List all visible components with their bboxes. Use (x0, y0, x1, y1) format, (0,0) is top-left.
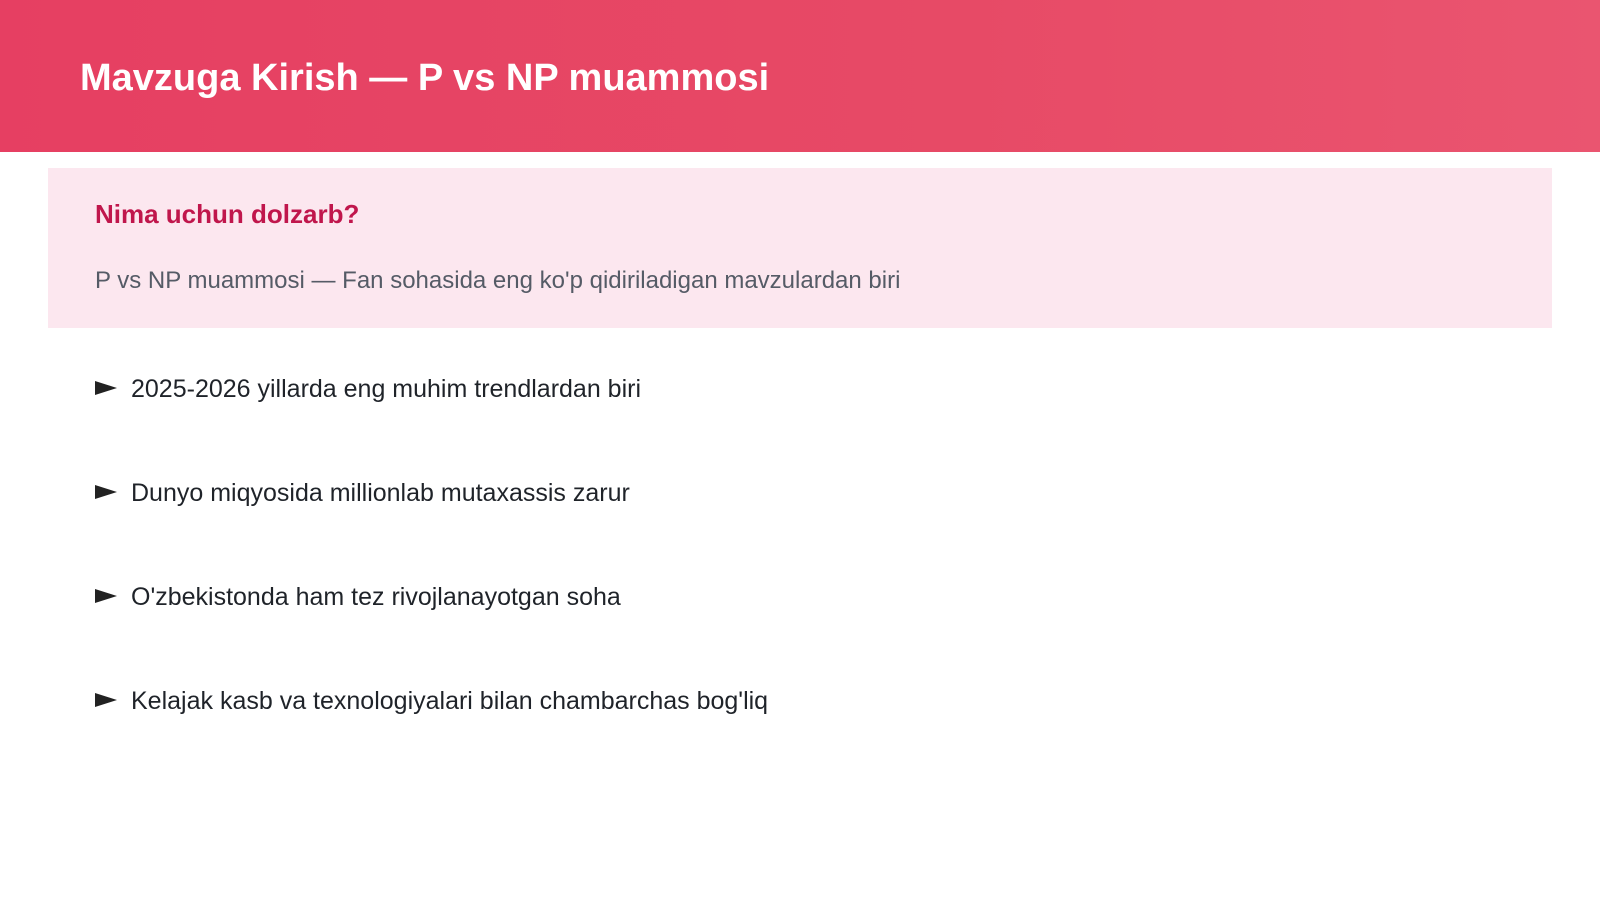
triangle-right-icon (95, 589, 117, 603)
triangle-right-icon (95, 693, 117, 707)
triangle-right-icon (95, 381, 117, 395)
bullet-text: Kelajak kasb va texnologiyalari bilan chambarchas bog'liq (131, 687, 769, 715)
slide-header (0, 0, 1600, 152)
intro-heading: Nima uchun dolzarb? (95, 199, 360, 229)
bullet-text: Dunyo miqyosida millionlab mutaxassis zarur (131, 479, 630, 507)
intro-callout (48, 168, 1552, 328)
slide-title: Mavzuga Kirish — P vs NP muammosi (80, 57, 770, 99)
bullet-text: O'zbekistonda ham tez rivojlanayotgan soha (131, 583, 621, 611)
intro-text: P vs NP muammosi — Fan sohasida eng ko'p qidiriladigan mavzulardan biri (95, 267, 901, 294)
triangle-right-icon (95, 485, 117, 499)
bullet-text: 2025-2026 yillarda eng muhim trendlardan biri (131, 375, 642, 403)
